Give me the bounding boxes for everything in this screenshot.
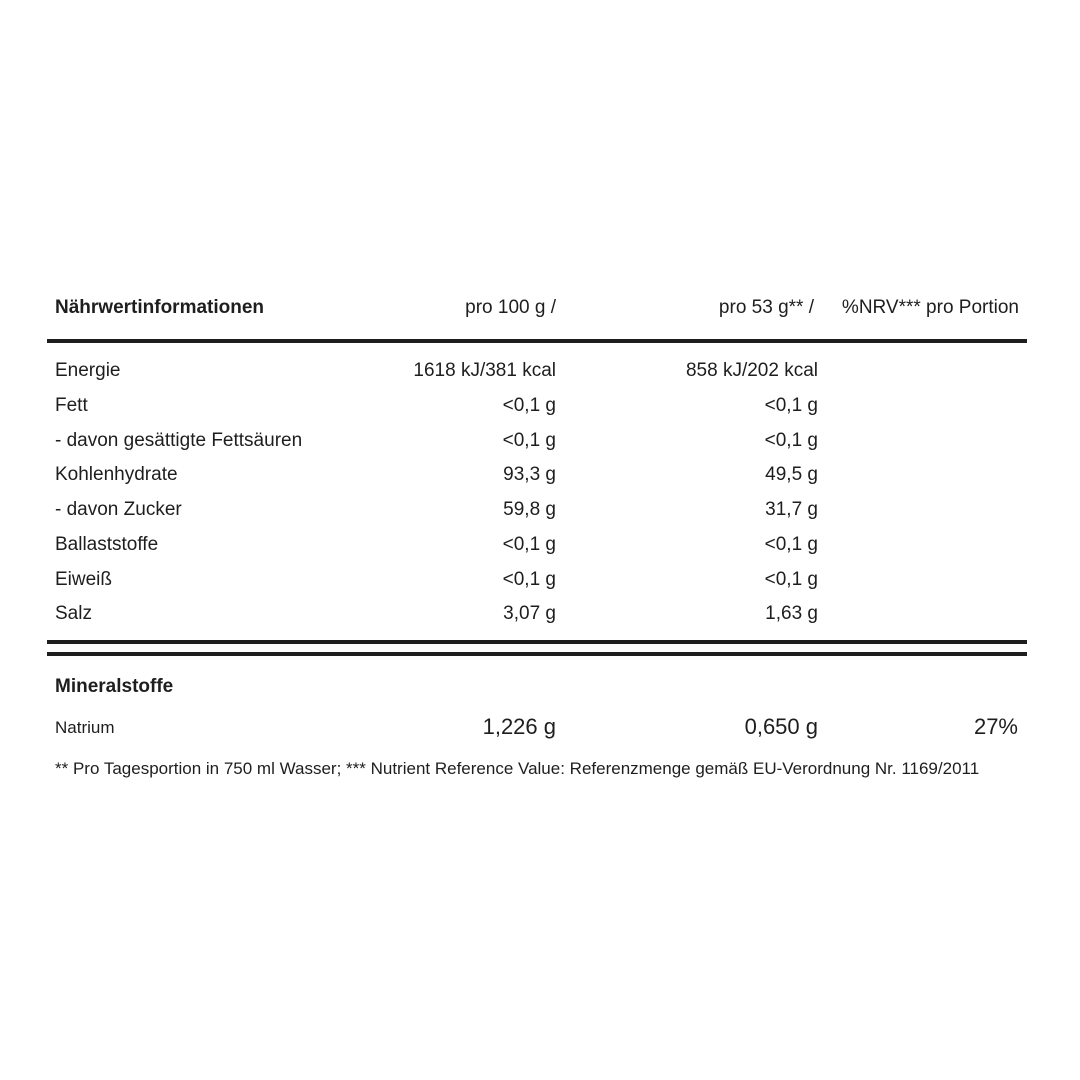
value-per-portion: <0,1 g — [764, 534, 818, 555]
value-per-portion: 1,63 g — [765, 603, 818, 624]
nutrient-label: Eiweiß — [55, 569, 113, 590]
footnote: ** Pro Tagesportion in 750 ml Wasser; *** Nutrient Reference Value: Referenzmenge gemäß EU-Verordnung Nr. 1169/2011 — [55, 759, 980, 778]
value-per-100g: 1,226 g — [482, 714, 556, 739]
nutrient-label: - davon Zucker — [55, 499, 182, 520]
value-per-100g: <0,1 g — [502, 430, 556, 451]
value-per-100g: 3,07 g — [503, 603, 556, 624]
value-per-100g: 59,8 g — [503, 499, 556, 520]
table-row — [0, 603, 1080, 638]
value-per-portion: 49,5 g — [765, 464, 818, 485]
nutrient-label: Salz — [55, 603, 92, 624]
minerals-title: Mineralstoffe — [55, 676, 174, 697]
nutrient-label: Ballaststoffe — [55, 534, 159, 555]
column-header-nrv: %NRV*** pro Portion — [841, 297, 1019, 318]
nutrient-label: Fett — [55, 395, 88, 416]
table-row — [0, 430, 1080, 465]
value-per-portion: 0,650 g — [744, 714, 818, 739]
section-divider-top — [47, 640, 1027, 644]
value-nrv: 27% — [973, 714, 1018, 739]
value-per-portion: <0,1 g — [764, 430, 818, 451]
table-row — [0, 569, 1080, 604]
value-per-portion: 31,7 g — [765, 499, 818, 520]
table-row — [0, 714, 1080, 744]
table-title: Nährwertinformationen — [55, 297, 265, 318]
value-per-100g: <0,1 g — [502, 534, 556, 555]
value-per-100g: 93,3 g — [503, 464, 556, 485]
mineral-label: Natrium — [55, 718, 115, 737]
table-row — [0, 499, 1080, 534]
value-per-100g: 1618 kJ/381 kcal — [413, 360, 556, 381]
column-header-per-100g: pro 100 g / — [465, 297, 556, 318]
table-row — [0, 395, 1080, 430]
header-divider — [47, 339, 1027, 343]
value-per-portion: 858 kJ/202 kcal — [685, 360, 818, 381]
section-divider-bottom — [47, 652, 1027, 656]
nutrient-label: Kohlenhydrate — [55, 464, 178, 485]
table-row — [0, 464, 1080, 499]
value-per-100g: <0,1 g — [502, 569, 556, 590]
nutrient-label: Energie — [55, 360, 121, 381]
table-row — [0, 360, 1080, 395]
nutrient-label: - davon gesättigte Fettsäuren — [55, 430, 303, 451]
table-row — [0, 534, 1080, 569]
value-per-100g: <0,1 g — [502, 395, 556, 416]
column-header-per-portion: pro 53 g** / — [718, 297, 814, 318]
value-per-portion: <0,1 g — [764, 395, 818, 416]
value-per-portion: <0,1 g — [764, 569, 818, 590]
